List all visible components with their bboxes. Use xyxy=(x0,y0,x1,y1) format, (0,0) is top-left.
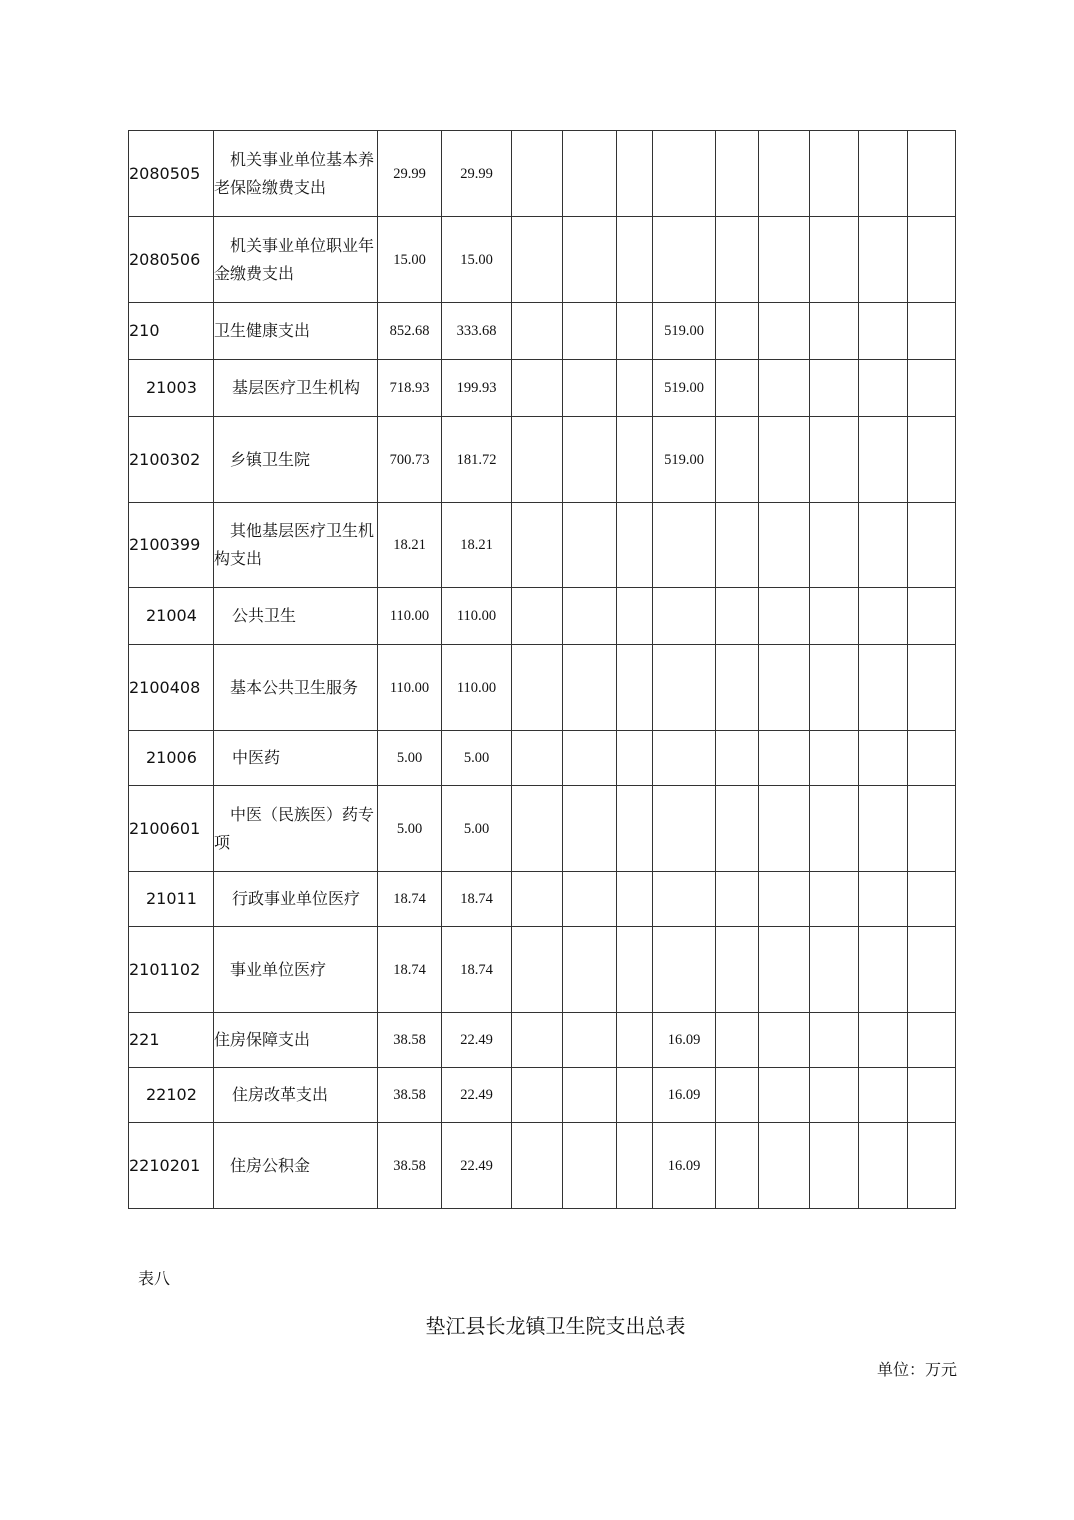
row-total: 5.00 xyxy=(378,731,442,786)
row-empty-cell xyxy=(512,131,563,217)
row-total: 18.74 xyxy=(378,927,442,1013)
table-row xyxy=(129,217,956,303)
row-name: 公共卫生 xyxy=(214,588,378,645)
row-empty-cell xyxy=(512,217,563,303)
row-empty-cell xyxy=(810,731,859,786)
table-row xyxy=(129,360,956,417)
table-row xyxy=(129,1123,956,1209)
row-empty-cell xyxy=(512,1123,563,1209)
row-name: 住房公积金 xyxy=(214,1123,378,1209)
table-row xyxy=(129,588,956,645)
row-total: 5.00 xyxy=(378,786,442,872)
row-empty-cell xyxy=(512,786,563,872)
row-empty-cell xyxy=(810,645,859,731)
row-empty-cell xyxy=(859,131,908,217)
row-empty-cell xyxy=(563,217,617,303)
table-row xyxy=(129,786,956,872)
row-empty-cell xyxy=(716,360,759,417)
row-empty-cell xyxy=(859,1068,908,1123)
row-basic: 333.68 xyxy=(442,303,512,360)
row-empty-cell xyxy=(759,217,810,303)
row-empty-cell xyxy=(759,927,810,1013)
row-name: 事业单位医疗 xyxy=(214,927,378,1013)
row-empty-cell xyxy=(716,731,759,786)
row-empty-cell xyxy=(617,731,653,786)
row-empty-cell xyxy=(716,417,759,503)
row-empty-cell xyxy=(563,503,617,588)
row-code: 2100408 xyxy=(129,645,214,731)
row-empty-cell xyxy=(908,503,956,588)
row-empty-cell xyxy=(512,1013,563,1068)
row-empty-cell xyxy=(512,417,563,503)
row-col7 xyxy=(653,645,716,731)
row-empty-cell xyxy=(716,1068,759,1123)
row-empty-cell xyxy=(810,217,859,303)
row-empty-cell xyxy=(908,588,956,645)
row-empty-cell xyxy=(859,360,908,417)
row-code: 21011 xyxy=(129,872,214,927)
row-empty-cell xyxy=(617,1068,653,1123)
expenditure-table xyxy=(128,130,956,1209)
row-basic: 18.21 xyxy=(442,503,512,588)
row-empty-cell xyxy=(859,1013,908,1068)
row-code: 22102 xyxy=(129,1068,214,1123)
row-empty-cell xyxy=(512,503,563,588)
row-name: 行政事业单位医疗 xyxy=(214,872,378,927)
table-row xyxy=(129,503,956,588)
row-empty-cell xyxy=(759,645,810,731)
table-row xyxy=(129,927,956,1013)
table-row xyxy=(129,1013,956,1068)
row-empty-cell xyxy=(908,1068,956,1123)
row-total: 110.00 xyxy=(378,588,442,645)
row-empty-cell xyxy=(617,360,653,417)
row-col7 xyxy=(653,131,716,217)
row-name: 中医药 xyxy=(214,731,378,786)
row-total: 15.00 xyxy=(378,217,442,303)
row-empty-cell xyxy=(617,1013,653,1068)
row-basic: 5.00 xyxy=(442,731,512,786)
row-name: 乡镇卫生院 xyxy=(214,417,378,503)
row-empty-cell xyxy=(617,588,653,645)
row-empty-cell xyxy=(810,588,859,645)
row-empty-cell xyxy=(563,786,617,872)
row-empty-cell xyxy=(716,1013,759,1068)
row-empty-cell xyxy=(617,131,653,217)
row-empty-cell xyxy=(908,645,956,731)
row-name: 基层医疗卫生机构 xyxy=(214,360,378,417)
row-basic: 110.00 xyxy=(442,645,512,731)
row-total: 718.93 xyxy=(378,360,442,417)
row-col7: 519.00 xyxy=(653,417,716,503)
table-number-label: 表八 xyxy=(138,1269,171,1288)
row-empty-cell xyxy=(716,217,759,303)
row-basic: 15.00 xyxy=(442,217,512,303)
row-empty-cell xyxy=(759,303,810,360)
row-empty-cell xyxy=(810,360,859,417)
row-empty-cell xyxy=(759,1013,810,1068)
row-empty-cell xyxy=(908,872,956,927)
table-row xyxy=(129,872,956,927)
row-empty-cell xyxy=(617,927,653,1013)
row-empty-cell xyxy=(512,588,563,645)
row-empty-cell xyxy=(563,927,617,1013)
row-basic: 18.74 xyxy=(442,872,512,927)
row-empty-cell xyxy=(810,131,859,217)
row-col7: 16.09 xyxy=(653,1068,716,1123)
row-total: 38.58 xyxy=(378,1068,442,1123)
row-code: 2100302 xyxy=(129,417,214,503)
row-empty-cell xyxy=(617,1123,653,1209)
row-empty-cell xyxy=(512,872,563,927)
row-code: 21004 xyxy=(129,588,214,645)
row-empty-cell xyxy=(759,872,810,927)
row-empty-cell xyxy=(617,872,653,927)
row-empty-cell xyxy=(908,217,956,303)
row-name: 中医（民族医）药专项 xyxy=(214,786,378,872)
row-empty-cell xyxy=(716,927,759,1013)
row-basic: 5.00 xyxy=(442,786,512,872)
row-empty-cell xyxy=(759,1068,810,1123)
row-empty-cell xyxy=(617,503,653,588)
row-name: 基本公共卫生服务 xyxy=(214,645,378,731)
row-empty-cell xyxy=(908,1013,956,1068)
row-empty-cell xyxy=(617,786,653,872)
row-col7 xyxy=(653,927,716,1013)
row-code: 21003 xyxy=(129,360,214,417)
row-empty-cell xyxy=(859,872,908,927)
row-name: 卫生健康支出 xyxy=(214,303,378,360)
row-empty-cell xyxy=(759,503,810,588)
row-col7: 16.09 xyxy=(653,1123,716,1209)
row-col7: 519.00 xyxy=(653,360,716,417)
row-empty-cell xyxy=(617,417,653,503)
row-empty-cell xyxy=(859,588,908,645)
row-empty-cell xyxy=(716,872,759,927)
row-name: 机关事业单位基本养老保险缴费支出 xyxy=(214,131,378,217)
row-empty-cell xyxy=(859,786,908,872)
row-total: 852.68 xyxy=(378,303,442,360)
row-empty-cell xyxy=(563,731,617,786)
row-empty-cell xyxy=(716,1123,759,1209)
row-empty-cell xyxy=(810,1123,859,1209)
row-empty-cell xyxy=(859,303,908,360)
row-empty-cell xyxy=(716,131,759,217)
row-col7 xyxy=(653,731,716,786)
row-empty-cell xyxy=(859,731,908,786)
row-empty-cell xyxy=(512,927,563,1013)
row-code: 2080506 xyxy=(129,217,214,303)
row-empty-cell xyxy=(810,417,859,503)
row-empty-cell xyxy=(512,645,563,731)
row-empty-cell xyxy=(563,1068,617,1123)
row-empty-cell xyxy=(908,786,956,872)
row-code: 221 xyxy=(129,1013,214,1068)
row-total: 38.58 xyxy=(378,1123,442,1209)
row-empty-cell xyxy=(759,731,810,786)
row-empty-cell xyxy=(810,927,859,1013)
row-empty-cell xyxy=(716,503,759,588)
row-col7: 519.00 xyxy=(653,303,716,360)
row-empty-cell xyxy=(759,588,810,645)
row-name: 住房保障支出 xyxy=(214,1013,378,1068)
row-empty-cell xyxy=(810,786,859,872)
row-empty-cell xyxy=(716,588,759,645)
row-empty-cell xyxy=(563,645,617,731)
row-empty-cell xyxy=(908,417,956,503)
row-empty-cell xyxy=(908,303,956,360)
row-code: 2080505 xyxy=(129,131,214,217)
table-row xyxy=(129,1068,956,1123)
row-basic: 110.00 xyxy=(442,588,512,645)
row-empty-cell xyxy=(563,1123,617,1209)
row-empty-cell xyxy=(908,927,956,1013)
row-empty-cell xyxy=(859,1123,908,1209)
row-empty-cell xyxy=(716,645,759,731)
row-empty-cell xyxy=(908,731,956,786)
table-row xyxy=(129,731,956,786)
row-empty-cell xyxy=(563,417,617,503)
row-code: 2100399 xyxy=(129,503,214,588)
row-name: 住房改革支出 xyxy=(214,1068,378,1123)
row-empty-cell xyxy=(716,303,759,360)
row-empty-cell xyxy=(617,303,653,360)
row-basic: 22.49 xyxy=(442,1123,512,1209)
row-empty-cell xyxy=(563,588,617,645)
row-total: 110.00 xyxy=(378,645,442,731)
row-col7 xyxy=(653,217,716,303)
row-empty-cell xyxy=(810,503,859,588)
row-empty-cell xyxy=(908,360,956,417)
row-total: 38.58 xyxy=(378,1013,442,1068)
row-empty-cell xyxy=(810,872,859,927)
row-code: 2101102 xyxy=(129,927,214,1013)
row-empty-cell xyxy=(512,731,563,786)
row-basic: 181.72 xyxy=(442,417,512,503)
row-basic: 29.99 xyxy=(442,131,512,217)
row-empty-cell xyxy=(810,1013,859,1068)
row-code: 21006 xyxy=(129,731,214,786)
row-empty-cell xyxy=(716,786,759,872)
row-empty-cell xyxy=(759,1123,810,1209)
row-basic: 22.49 xyxy=(442,1013,512,1068)
row-total: 18.21 xyxy=(378,503,442,588)
row-col7 xyxy=(653,503,716,588)
row-empty-cell xyxy=(759,131,810,217)
table-row xyxy=(129,303,956,360)
page-title: 垫江县长龙镇卫生院支出总表 xyxy=(425,1314,686,1338)
row-empty-cell xyxy=(759,417,810,503)
row-empty-cell xyxy=(512,1068,563,1123)
row-empty-cell xyxy=(512,360,563,417)
row-col7 xyxy=(653,786,716,872)
table-row xyxy=(129,645,956,731)
row-empty-cell xyxy=(759,360,810,417)
row-empty-cell xyxy=(859,645,908,731)
row-empty-cell xyxy=(908,1123,956,1209)
row-total: 29.99 xyxy=(378,131,442,217)
row-empty-cell xyxy=(512,303,563,360)
row-empty-cell xyxy=(563,131,617,217)
row-basic: 199.93 xyxy=(442,360,512,417)
row-col7: 16.09 xyxy=(653,1013,716,1068)
row-total: 18.74 xyxy=(378,872,442,927)
table-row xyxy=(129,417,956,503)
row-code: 2100601 xyxy=(129,786,214,872)
row-empty-cell xyxy=(563,1013,617,1068)
row-empty-cell xyxy=(810,1068,859,1123)
row-col7 xyxy=(653,872,716,927)
row-empty-cell xyxy=(563,872,617,927)
row-name: 机关事业单位职业年金缴费支出 xyxy=(214,217,378,303)
row-name: 其他基层医疗卫生机构支出 xyxy=(214,503,378,588)
row-empty-cell xyxy=(859,217,908,303)
row-basic: 18.74 xyxy=(442,927,512,1013)
row-empty-cell xyxy=(859,417,908,503)
row-empty-cell xyxy=(759,786,810,872)
unit-label: 单位：万元 xyxy=(876,1362,957,1379)
row-empty-cell xyxy=(859,927,908,1013)
row-empty-cell xyxy=(617,645,653,731)
row-code: 2210201 xyxy=(129,1123,214,1209)
row-basic: 22.49 xyxy=(442,1068,512,1123)
row-empty-cell xyxy=(908,131,956,217)
row-total: 700.73 xyxy=(378,417,442,503)
row-empty-cell xyxy=(859,503,908,588)
row-empty-cell xyxy=(563,303,617,360)
row-empty-cell xyxy=(810,303,859,360)
table-row xyxy=(129,131,956,217)
row-empty-cell xyxy=(563,360,617,417)
row-code: 210 xyxy=(129,303,214,360)
row-empty-cell xyxy=(617,217,653,303)
row-col7 xyxy=(653,588,716,645)
